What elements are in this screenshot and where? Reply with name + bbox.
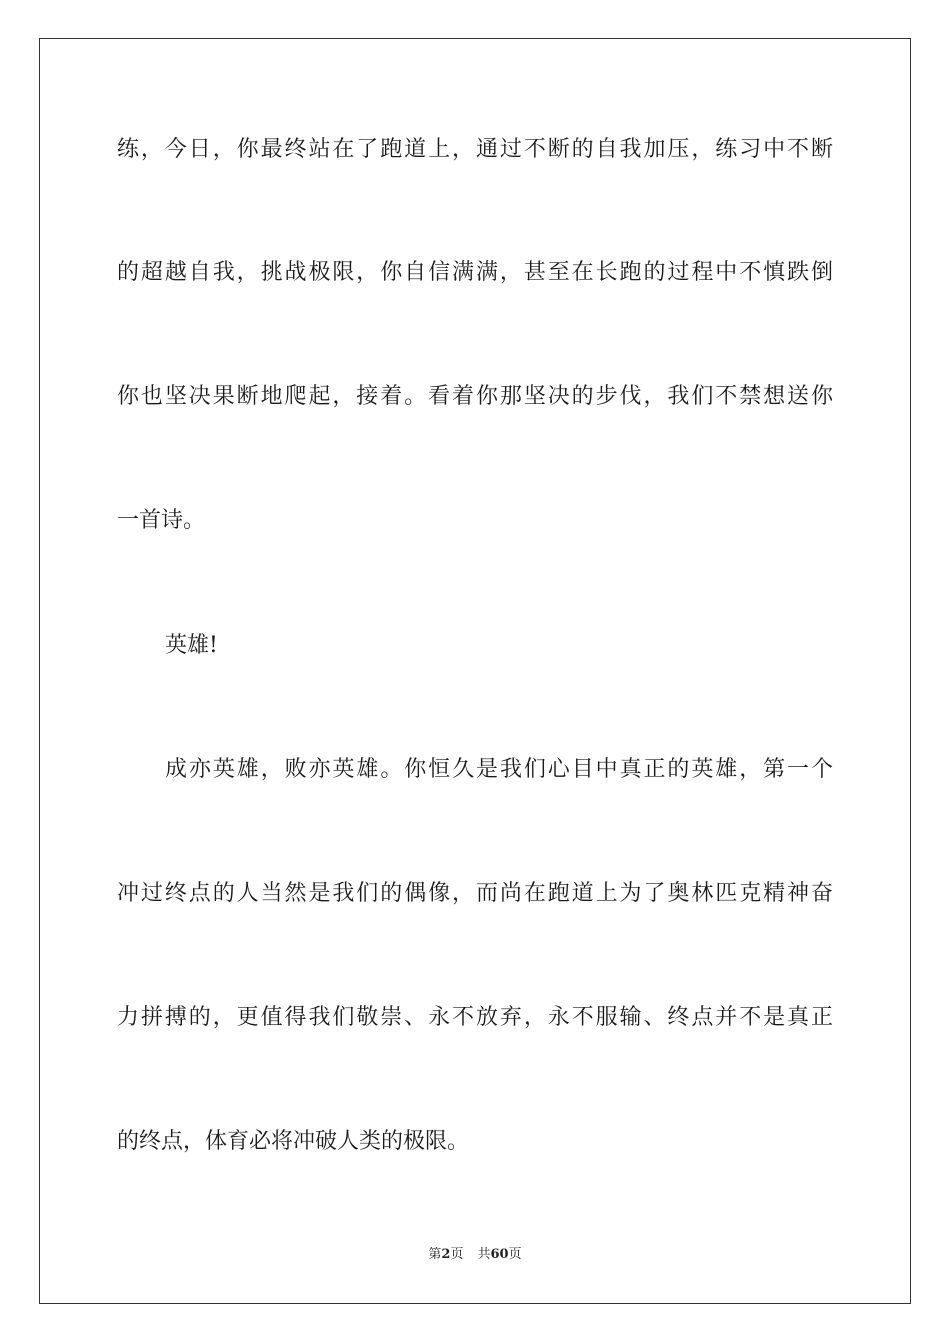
body-line-1: 练，今日，你最终站在了跑道上，通过不断的自我加压，练习中不断 [117, 137, 833, 162]
poem-title: 英雄! [165, 633, 218, 658]
total-pages: 60 [490, 1247, 509, 1262]
page-number: 2 [441, 1247, 451, 1262]
total-suffix: 页 [508, 1247, 522, 1262]
page-suffix: 页 [450, 1247, 464, 1262]
body-line-4: 一首诗。 [117, 508, 206, 533]
body-line-2: 的超越自我，挑战极限，你自信满满，甚至在长跑的过程中不慎跌倒 [117, 260, 833, 285]
body-line-6: 成亦英雄，败亦英雄。你恒久是我们心目中真正的英雄，第一个 [165, 757, 833, 782]
page-border [39, 38, 911, 1304]
page-prefix: 第 [428, 1247, 442, 1262]
total-prefix: 共 [477, 1247, 491, 1262]
page-footer [0, 1246, 950, 1264]
body-line-9: 的终点，体育必将冲破人类的极限。 [117, 1129, 470, 1154]
body-line-8: 力拼搏的，更值得我们敬崇、永不放弃，永不服输、终点并不是真正 [117, 1005, 833, 1030]
body-line-3: 你也坚决果断地爬起，接着。看着你那坚决的步伐，我们不禁想送你 [117, 384, 833, 409]
body-line-7: 冲过终点的人当然是我们的偶像，而尚在跑道上为了奥林匹克精神奋 [117, 881, 833, 906]
